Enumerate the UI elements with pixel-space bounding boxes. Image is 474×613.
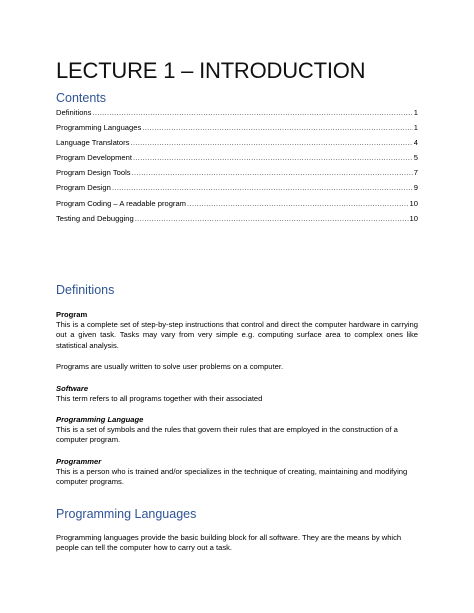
toc-entry-page: 10: [409, 213, 418, 223]
toc-entry-label: Language Translators: [56, 138, 130, 148]
toc-entry-page: 1: [413, 108, 418, 117]
toc-entry-program-development[interactable]: [56, 153, 418, 168]
toc-entry-page: 5: [413, 153, 418, 163]
toc-entry-page: 1: [413, 123, 418, 133]
section-heading-programming-languages: Programming Languages: [56, 507, 197, 521]
toc-dot-leader: [135, 214, 409, 223]
program-definition: This is a complete set of step-by-step instructions that control and direct the computer hardware in carrying out a given task. Tasks may vary from very simple e.g. computing surface area to complex ones like statistical analysis.: [56, 320, 418, 350]
toc-entry-program-coding[interactable]: [56, 199, 418, 214]
programmer-definition: This is a person who is trained and/or specializes in the technique of creating, maintaining and modifying computer programs.: [56, 467, 408, 487]
toc-entry-program-design[interactable]: [56, 183, 418, 198]
term-program: Program: [56, 310, 88, 319]
program-note: Programs are usually written to solve user problems on a computer.: [56, 362, 284, 371]
toc-entry-testing-and-debugging[interactable]: [56, 214, 418, 229]
document-title: LECTURE 1 – INTRODUCTION: [56, 58, 366, 83]
toc-entry-label: Testing and Debugging: [56, 213, 134, 223]
toc-dot-leader: [133, 153, 413, 162]
toc-dot-leader: [187, 199, 409, 208]
term-programming-language: Programming Language: [56, 415, 144, 424]
toc-entry-language-translators[interactable]: [56, 138, 418, 153]
toc-dot-leader: [130, 138, 412, 147]
toc-entry-label: Program Design: [56, 183, 111, 193]
toc-entry-page: 9: [413, 183, 418, 193]
term-software: Software: [56, 384, 89, 393]
toc-entry-program-design-tools[interactable]: [56, 168, 418, 183]
toc-dot-leader: [142, 123, 412, 132]
toc-entry-label: Program Coding – A readable program: [56, 198, 187, 208]
table-of-contents: [56, 108, 418, 229]
toc-entry-label: Definitions: [56, 108, 92, 117]
toc-entry-page: 7: [413, 168, 418, 178]
document-page: [56, 0, 418, 613]
toc-entry-label: Program Design Tools: [56, 168, 131, 178]
toc-entry-page: 4: [413, 138, 418, 148]
toc-entry-programming-languages[interactable]: [56, 123, 418, 138]
toc-dot-leader: [92, 108, 412, 117]
term-programmer: Programmer: [56, 457, 102, 466]
toc-dot-leader: [112, 183, 413, 192]
toc-dot-leader: [132, 168, 413, 177]
programming-language-definition: This is a set of symbols and the rules that govern their rules that are employed in the construction of a computer program.: [56, 425, 398, 445]
software-definition: This term refers to all programs together with their associated: [56, 394, 263, 403]
toc-entry-page: 10: [409, 198, 418, 208]
programming-languages-intro: Programming languages provide the basic building block for all software. They are the means by which people can tell the computer how to carry out a task.: [56, 533, 402, 553]
toc-entry-definitions[interactable]: [56, 108, 418, 123]
toc-entry-label: Programming Languages: [56, 123, 142, 133]
section-heading-definitions: Definitions: [56, 283, 115, 297]
toc-entry-label: Program Development: [56, 153, 132, 163]
toc-heading: Contents: [56, 91, 107, 105]
